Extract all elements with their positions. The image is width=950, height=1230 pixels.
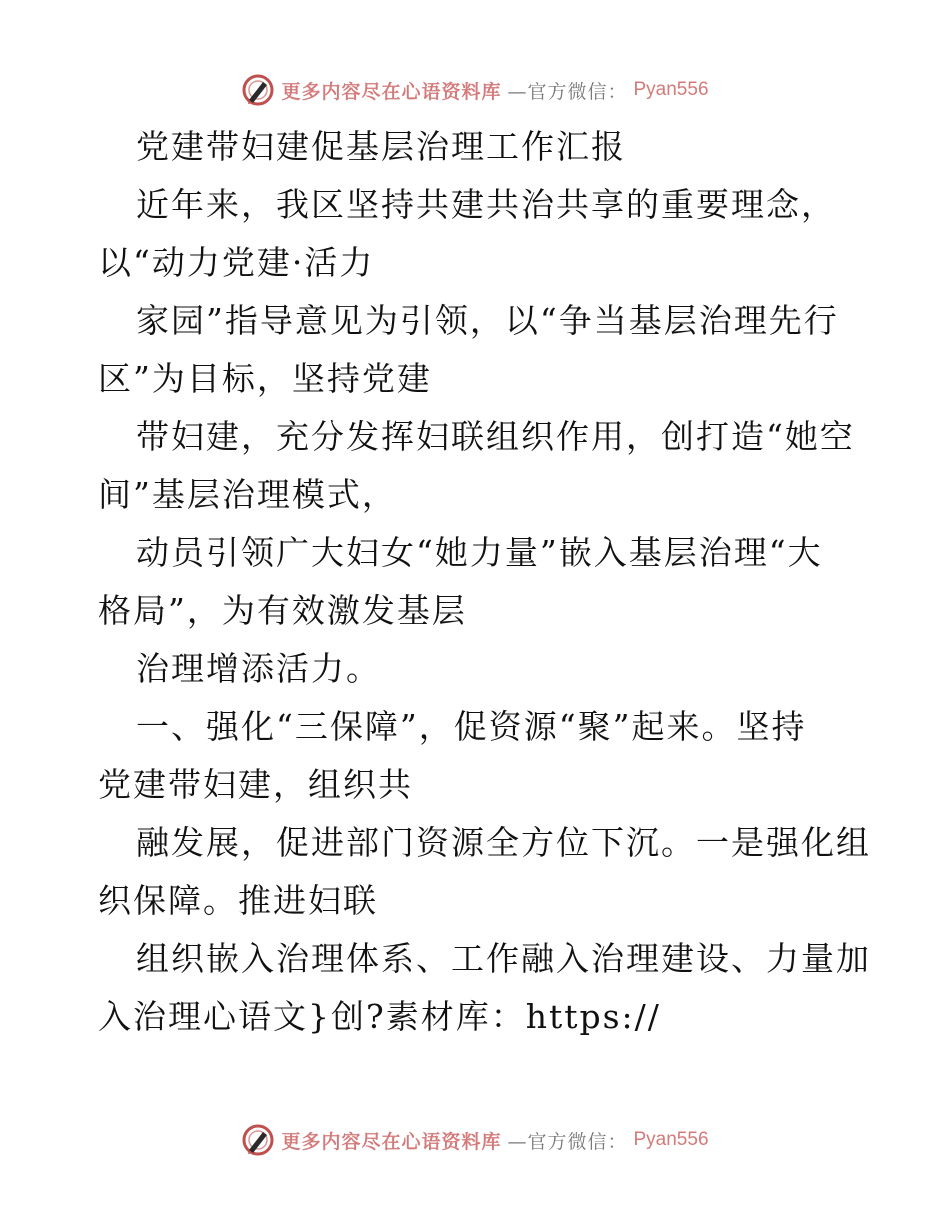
watermark-wechat-label: —官方微信： bbox=[507, 1130, 628, 1153]
text-line: 党建带妇建，组织共 bbox=[98, 765, 413, 804]
text-line: 近年来，我区坚持共建共治共享的重要理念， bbox=[136, 185, 836, 224]
watermark-footer bbox=[0, 1122, 950, 1158]
pen-logo-icon bbox=[241, 73, 275, 107]
watermark-wechat-label: —官方微信： bbox=[507, 80, 628, 103]
text-line: 党建带妇建促基层治理工作汇报 bbox=[136, 127, 626, 166]
watermark-wechat-id: Pyan556 bbox=[633, 1129, 709, 1150]
text-line: 织保障。推进妇联 bbox=[98, 881, 378, 920]
document-body bbox=[98, 118, 871, 1046]
text-line: 家园”指导意见为引领，以“争当基层治理先行 bbox=[136, 301, 839, 340]
text-line: 组织嵌入治理体系、工作融入治理建设、力量加 bbox=[136, 939, 871, 978]
text-line: 入治理心语文}创?素材库：https:// bbox=[98, 997, 661, 1036]
text-line: 动员引领广大妇女“她力量”嵌入基层治理“大 bbox=[136, 533, 823, 572]
text-line: 区”为目标，坚持党建 bbox=[98, 359, 432, 398]
text-line: 格局”，为有效激发基层 bbox=[98, 591, 467, 630]
watermark-brand: 更多内容尽在心语资料库 bbox=[281, 80, 502, 103]
watermark-wechat-id: Pyan556 bbox=[633, 79, 709, 100]
text-line: 治理增添活力。 bbox=[136, 649, 381, 688]
pen-logo-icon bbox=[241, 1123, 275, 1157]
text-line: 以“动力党建·活力 bbox=[98, 243, 375, 282]
text-line: 一、强化“三保障”，促资源“聚”起来。坚持 bbox=[136, 707, 807, 746]
watermark-header bbox=[0, 72, 950, 108]
watermark-brand: 更多内容尽在心语资料库 bbox=[281, 1130, 502, 1153]
text-line: 融发展，促进部门资源全方位下沉。一是强化组 bbox=[136, 823, 871, 862]
text-line: 带妇建，充分发挥妇联组织作用，创打造“她空 bbox=[136, 417, 855, 456]
text-line: 间”基层治理模式， bbox=[98, 475, 397, 514]
